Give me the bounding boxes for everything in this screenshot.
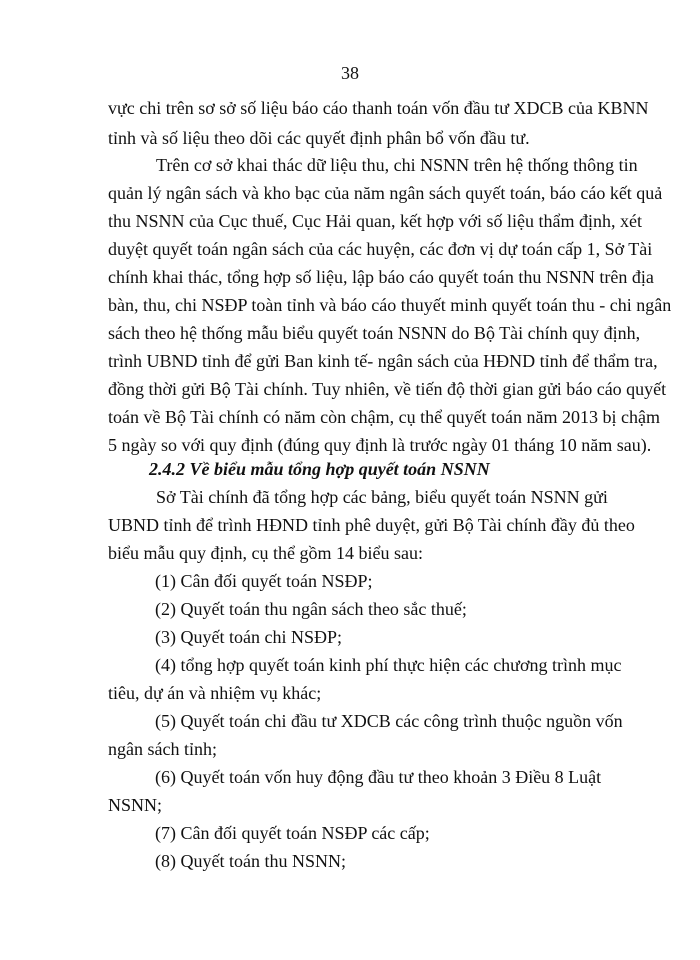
text-line: bàn, thu, chi NSĐP toàn tỉnh và báo cáo thuyết minh quyết toán thu - chi ngân	[108, 295, 672, 315]
text-line: chính khai thác, tổng hợp số liệu, lập báo cáo quyết toán thu NSNN trên địa	[108, 267, 654, 287]
list-item: (3) Quyết toán chi NSĐP;	[155, 627, 342, 647]
page-number: 38	[341, 63, 359, 83]
list-item: (4) tổng hợp quyết toán kinh phí thực hiện các chương trình mục	[155, 655, 622, 675]
list-item: (6) Quyết toán vốn huy động đầu tư theo khoản 3 Điều 8 Luật	[155, 767, 602, 787]
list-item-continuation: tiêu, dự án và nhiệm vụ khác;	[108, 683, 322, 703]
list-item: (2) Quyết toán thu ngân sách theo sắc thuế;	[155, 599, 467, 619]
text-line: Trên cơ sở khai thác dữ liệu thu, chi NSNN trên hệ thống thông tin	[156, 155, 638, 175]
text-line: tỉnh và số liệu theo dõi các quyết định phân bổ vốn đầu tư.	[108, 128, 530, 148]
text-line: duyệt quyết toán ngân sách của các huyện, các đơn vị dự toán cấp 1, Sở Tài	[108, 239, 653, 259]
text-line: trình UBND tỉnh để gửi Ban kinh tế- ngân sách của HĐND tỉnh để thẩm tra,	[108, 351, 658, 371]
list-item: (1) Cân đối quyết toán NSĐP;	[155, 571, 373, 591]
text-line: UBND tỉnh để trình HĐND tỉnh phê duyệt, gửi Bộ Tài chính đầy đủ theo	[108, 515, 635, 535]
list-item: (5) Quyết toán chi đầu tư XDCB các công trình thuộc nguồn vốn	[155, 711, 623, 731]
list-item: (8) Quyết toán thu NSNN;	[155, 851, 346, 871]
text-line: 5 ngày so với quy định (đúng quy định là trước ngày 01 tháng 10 năm sau).	[108, 435, 652, 455]
text-line: quản lý ngân sách và kho bạc của năm ngân sách quyết toán, báo cáo kết quả	[108, 183, 663, 203]
text-line: đồng thời gửi Bộ Tài chính. Tuy nhiên, về tiến độ thời gian gửi báo cáo quyết	[108, 379, 667, 399]
list-item-continuation: NSNN;	[108, 795, 163, 815]
section-heading: 2.4.2 Về biểu mẫu tổng hợp quyết toán NSNN	[149, 459, 490, 479]
text-line: sách theo hệ thống mẫu biểu quyết toán NSNN do Bộ Tài chính quy định,	[108, 323, 641, 343]
text-line: vực chi trên sơ sở số liệu báo cáo thanh toán vốn đầu tư XDCB của KBNN	[108, 98, 649, 118]
text-line: toán về Bộ Tài chính có năm còn chậm, cụ thể quyết toán năm 2013 bị chậm	[108, 407, 661, 427]
list-item: (7) Cân đối quyết toán NSĐP các cấp;	[155, 823, 430, 843]
text-line: Sở Tài chính đã tổng hợp các bảng, biểu quyết toán NSNN gửi	[156, 487, 608, 507]
text-line: biểu mẫu quy định, cụ thể gồm 14 biểu sau:	[108, 543, 423, 563]
text-line: thu NSNN của Cục thuế, Cục Hải quan, kết hợp với số liệu thẩm định, xét	[108, 211, 642, 231]
list-item-continuation: ngân sách tỉnh;	[108, 739, 217, 759]
